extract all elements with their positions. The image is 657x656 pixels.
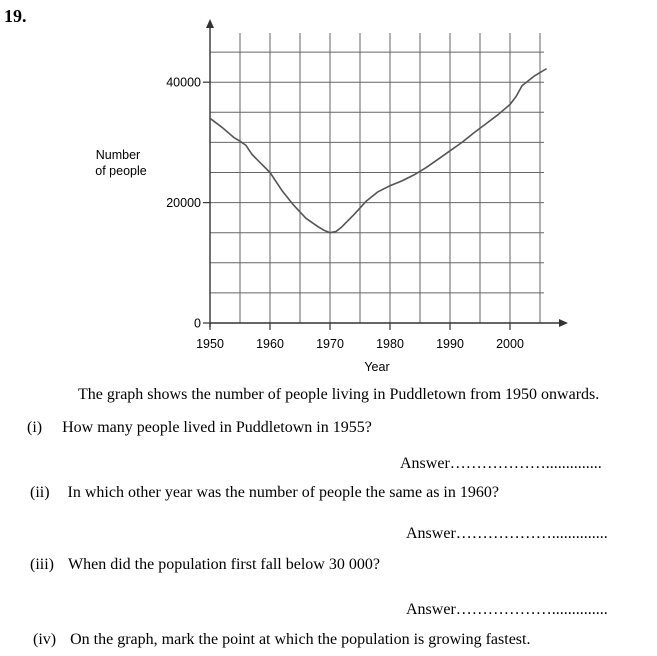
x-tick-label-1950: 1950 xyxy=(196,337,224,351)
answer-line-iii[interactable]: Answer……………….............. xyxy=(406,601,608,618)
x-ticks xyxy=(196,323,524,351)
x-tick-label-1990: 1990 xyxy=(436,337,464,351)
question-iv xyxy=(33,631,530,649)
question-ii-text: In which other year was the number of people the same as in 1960? xyxy=(67,484,499,501)
question-iii xyxy=(30,556,380,574)
question-i-label: (i) xyxy=(27,419,43,436)
y-axis-arrow xyxy=(206,19,214,28)
x-axis-arrow xyxy=(559,319,568,327)
question-iv-text: On the graph, mark the point at which the population is growing fastest. xyxy=(70,631,531,648)
grid-vertical-lines xyxy=(240,33,540,323)
grid-horizontal-lines xyxy=(210,52,544,293)
y-axis-label-line2: of people xyxy=(95,164,147,178)
x-tick-label-2000: 2000 xyxy=(496,337,524,351)
intro-text: The graph shows the number of people living in Puddletown from 1950 onwards. xyxy=(78,386,600,403)
question-iii-text: When did the population first fall below 30 000? xyxy=(68,556,380,573)
y-tick-label-20000: 20000 xyxy=(166,196,201,211)
y-tick-label-0: 0 xyxy=(194,316,201,331)
question-iii-label: (iii) xyxy=(30,556,54,573)
question-number: 19. xyxy=(4,6,27,26)
y-ticks xyxy=(166,76,210,331)
question-iv-label: (iv) xyxy=(33,631,57,648)
x-tick-label-1970: 1970 xyxy=(316,337,344,351)
x-axis-label: Year xyxy=(364,360,390,374)
answer-line-ii[interactable]: Answer……………….............. xyxy=(406,525,608,542)
question-ii xyxy=(30,484,499,502)
question-i xyxy=(27,419,372,437)
x-tick-label-1980: 1980 xyxy=(376,337,404,351)
y-tick-label-40000: 40000 xyxy=(166,75,201,90)
population-series-line xyxy=(210,69,546,233)
x-tick-label-1960: 1960 xyxy=(256,337,284,351)
question-i-text: How many people lived in Puddletown in 1955? xyxy=(62,419,372,436)
question-ii-label: (ii) xyxy=(30,484,50,501)
answer-line-i[interactable]: Answer……………….............. xyxy=(400,455,602,472)
y-axis-label-line1: Number xyxy=(95,148,141,162)
